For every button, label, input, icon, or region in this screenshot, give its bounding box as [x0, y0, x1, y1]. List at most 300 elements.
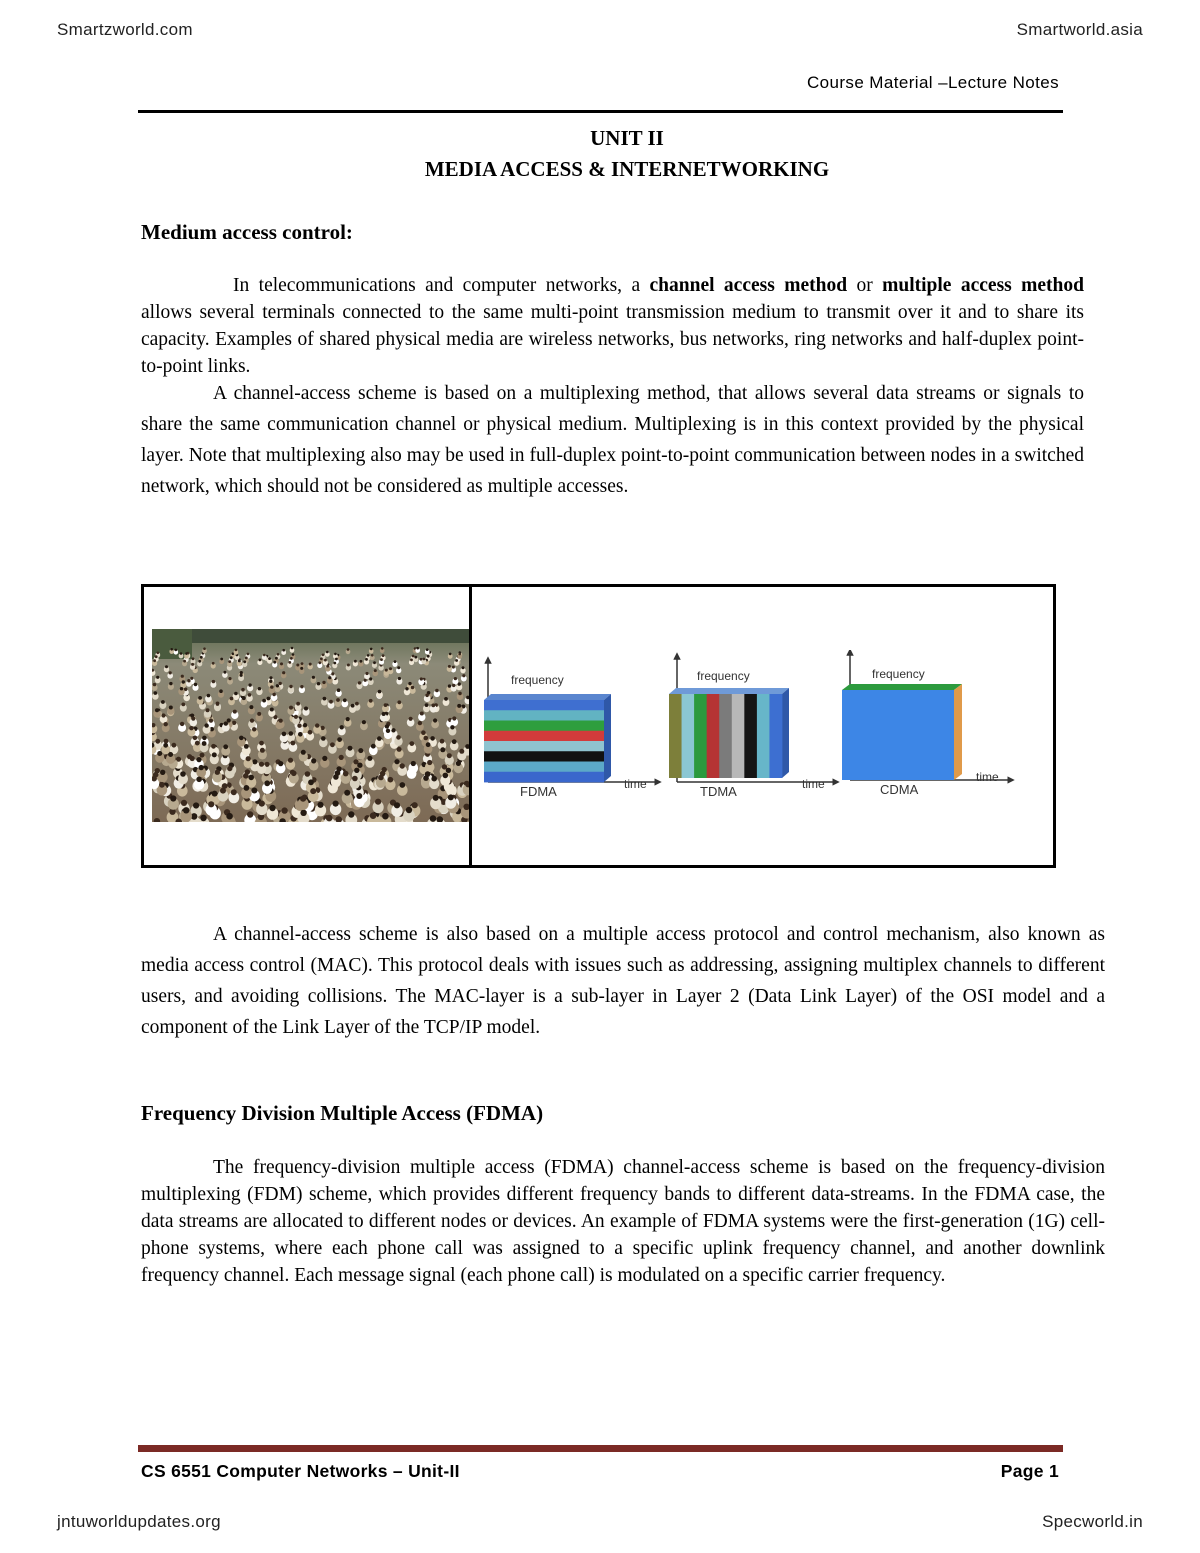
crowd-head — [423, 775, 429, 781]
crowd-head — [347, 648, 350, 651]
crowd-head — [425, 694, 429, 698]
crowd-head — [336, 698, 340, 702]
crowd-head — [444, 697, 448, 701]
crowd-head — [337, 688, 341, 692]
crowd-head — [458, 692, 462, 696]
crowd-head — [182, 680, 185, 683]
crowd-head — [400, 763, 405, 768]
tdma-label: TDMA — [700, 784, 737, 799]
crowd-head — [164, 739, 169, 744]
crowd-head — [370, 648, 373, 651]
crowd-head — [317, 682, 320, 685]
watermark-bottom-left: jntuworldupdates.org — [57, 1512, 221, 1531]
crowd-head — [220, 788, 226, 794]
paragraph-multiplexing: A channel-access scheme is based on a multiplexing method, that allows several data streams or signals to share the same communication channel or physical medium. Multiplexing is in this context provided by the physical layer. Note that multiplexing also may be used in full-duplex point-to-point communication between nodes in a switched network, which should not be considered as multiple accesses. — [141, 383, 1084, 497]
crowd-head — [183, 660, 186, 663]
crowd-head — [430, 736, 435, 741]
crowd-head — [326, 815, 333, 822]
crowd-head — [262, 699, 266, 703]
crowd-head — [343, 698, 347, 702]
crowd-head — [322, 654, 325, 657]
crowd-head — [448, 665, 451, 668]
fdma-band — [484, 762, 604, 773]
crowd-head — [198, 660, 201, 663]
crowd-head — [409, 741, 414, 746]
crowd-head — [223, 744, 228, 749]
term-multiple-access-method: multiple access method — [882, 275, 1084, 296]
cdma-time-label: time — [976, 770, 999, 784]
crowd-head — [282, 649, 285, 652]
crowd-head — [196, 777, 202, 783]
crowd-head — [206, 708, 210, 712]
crowd-head — [194, 683, 197, 686]
crowd-head — [245, 657, 248, 660]
crowd-head — [454, 677, 457, 680]
crowd-head — [223, 671, 226, 674]
crowd-head — [385, 669, 388, 672]
crowd-head — [270, 685, 273, 688]
watermark-bottom-right: Specworld.in — [1042, 1512, 1143, 1531]
crowd-head — [300, 810, 306, 816]
paragraph-text: or — [847, 275, 883, 296]
crowd-head — [397, 747, 402, 752]
crowd-head — [320, 657, 323, 660]
crowd-head — [296, 664, 299, 667]
crowd-head — [370, 812, 377, 819]
crowd-head — [230, 656, 233, 659]
unit-title: UNIT II — [590, 126, 664, 150]
crowd-head — [337, 737, 342, 742]
crowd-head — [200, 815, 207, 822]
crowd-head — [394, 802, 400, 808]
crowd-head — [279, 682, 282, 685]
crowd-head — [290, 657, 293, 660]
paragraph-text: allows several terminals connected to the same multi-point transmission medium to transmit over it and to share its capacity. Examples of shared physical media are wireless networks, bus networks, ring networks and half-duplex point-to-point links. — [141, 302, 1084, 377]
paragraph-channel-access — [141, 272, 1084, 380]
crowd-head — [411, 761, 416, 766]
crowd-head — [309, 663, 312, 666]
crowd-head — [220, 658, 223, 661]
crowd-head — [234, 692, 238, 696]
crowd-head — [377, 736, 382, 741]
paragraph-fdma: The frequency-division multiple access (FDMA) channel-access scheme is based on the frequency-division multiplexing (FDM) scheme, which provides different frequency bands to different data-streams. In the FDMA case, the data streams are allocated to different nodes or devices. An example of FDMA systems were the first-generation (1G) cell-phone systems, where each phone call was assigned to a specific uplink frequency channel, and another downlink frequency channel. Each message signal (each phone call) is modulated on a specific carrier frequency. — [141, 1157, 1105, 1286]
cdma-front-face — [842, 690, 954, 780]
crowd-head — [452, 684, 455, 687]
crowd-head — [328, 676, 331, 679]
crowd-head — [384, 703, 388, 707]
crowd-head — [216, 702, 220, 706]
cdma-diagram — [842, 652, 1011, 797]
crowd-head — [215, 770, 220, 775]
fdma-diagram — [484, 660, 658, 799]
crowd-head — [433, 795, 439, 801]
crowd-head — [352, 776, 358, 782]
crowd-head — [358, 681, 361, 684]
crowd-head — [248, 683, 251, 686]
crowd-head — [199, 765, 204, 770]
fdma-band — [484, 772, 604, 783]
crowd-head — [373, 661, 376, 664]
crowd-head — [300, 685, 303, 688]
crowd-head — [275, 657, 278, 660]
crowd-head — [380, 658, 383, 661]
crowd-head — [239, 736, 244, 741]
crowd-head — [164, 722, 168, 726]
crowd-head — [190, 756, 195, 761]
crowd-head — [224, 721, 228, 725]
tdma-slot — [669, 694, 682, 778]
crowd-head — [291, 771, 297, 777]
crowd-head — [226, 813, 233, 820]
crowd-head — [310, 788, 316, 794]
crowd-head — [202, 736, 207, 741]
crowd-head — [362, 720, 366, 724]
tdma-slot — [757, 694, 770, 778]
crowd-head — [180, 771, 186, 777]
tdma-diagram — [669, 656, 836, 799]
crowd-head — [333, 774, 339, 780]
crowd-head — [190, 677, 193, 680]
crowd-head — [181, 675, 184, 678]
crowd-head — [278, 761, 283, 766]
crowd-head — [187, 679, 190, 682]
crowd-head — [249, 705, 253, 709]
crowd-head — [246, 756, 251, 761]
crowd-head — [420, 712, 424, 716]
crowd-head — [202, 741, 207, 746]
crowd-head — [227, 766, 232, 771]
crowd-head — [161, 713, 165, 717]
crowd-head — [305, 771, 311, 777]
crowd-head — [447, 753, 452, 758]
crowd-head — [282, 671, 285, 674]
crowd-head — [298, 732, 303, 737]
crowd-head — [170, 795, 176, 801]
crowd-head — [354, 768, 359, 773]
crowd-head — [414, 656, 417, 659]
crowd-head — [408, 682, 411, 685]
crowd-head — [333, 662, 336, 665]
crowd-head — [397, 700, 401, 704]
crowd-head — [420, 677, 423, 680]
crowd-head — [388, 777, 394, 783]
crowd-head — [251, 788, 257, 794]
crowd-head — [354, 660, 357, 663]
crowd-head — [270, 708, 274, 712]
crowd-head — [351, 704, 355, 708]
crowd-head — [339, 755, 344, 760]
crowd-head — [175, 649, 178, 652]
crowd-head — [288, 661, 291, 664]
crowd-head — [369, 699, 373, 703]
tdma-slot — [694, 694, 707, 778]
crowd-head — [348, 811, 354, 817]
crowd-head — [449, 653, 452, 656]
crowd-head — [405, 687, 408, 690]
crowd-head — [326, 651, 329, 654]
crowd-head — [238, 660, 241, 663]
crowd-head — [248, 775, 254, 781]
crowd-head — [412, 802, 418, 808]
crowd-head — [375, 799, 381, 805]
crowd-head — [181, 703, 185, 707]
crowd-head — [312, 676, 315, 679]
crowd-head — [406, 807, 412, 813]
crowd-head — [301, 750, 306, 755]
crowd-head — [329, 700, 333, 704]
crowd-head — [242, 696, 246, 700]
crowd-head — [163, 743, 168, 748]
unit-subtitle: MEDIA ACCESS & INTERNETWORKING — [424, 157, 830, 181]
crowd-head — [396, 735, 401, 740]
fdma-top-face — [484, 694, 611, 700]
fdma-bands — [484, 700, 604, 782]
crowd-head — [411, 686, 414, 689]
crowd-head — [193, 736, 198, 741]
crowd-head — [155, 655, 158, 658]
course-material-header: Course Material –Lecture Notes — [806, 73, 1059, 92]
section-heading-fdma: Frequency Division Multiple Access (FDMA) — [141, 1101, 544, 1125]
cdma-label: CDMA — [880, 782, 919, 797]
crowd-head — [259, 659, 262, 662]
footer-rule — [138, 1445, 1063, 1452]
crowd-head — [426, 648, 429, 651]
section-heading-mac: Medium access control: — [141, 220, 353, 244]
crowd-head — [431, 704, 435, 708]
crowd-head — [192, 657, 195, 660]
crowd-head — [189, 726, 193, 730]
crowd-head — [324, 659, 327, 662]
crowd-head — [288, 758, 293, 763]
fdma-label: FDMA — [520, 784, 557, 799]
crowd-head — [183, 807, 189, 813]
tdma-slot — [682, 694, 695, 778]
crowd-head — [243, 660, 246, 663]
crowd-head — [365, 672, 368, 675]
crowd-head — [300, 796, 306, 802]
crowd-head — [172, 743, 177, 748]
crowd-head — [157, 652, 160, 655]
crowd-head — [323, 697, 327, 701]
crowd-head — [169, 671, 172, 674]
crowd-head — [452, 666, 455, 669]
crowd-head — [348, 746, 353, 751]
crowd-head — [156, 676, 159, 679]
crowd-head — [443, 773, 449, 779]
crowd-head — [264, 780, 270, 786]
crowd-head — [371, 654, 374, 657]
fdma-band — [484, 751, 604, 762]
crowd-head — [424, 736, 429, 741]
crowd-head — [308, 779, 314, 785]
crowd-head — [233, 710, 237, 714]
crowd-head — [421, 730, 426, 735]
crowd-head — [322, 756, 327, 761]
tdma-frequency-label: frequency — [697, 669, 750, 683]
crowd-head — [269, 680, 272, 683]
crowd-head — [212, 662, 215, 665]
crowd-head — [418, 721, 422, 725]
crowd-head — [241, 688, 245, 692]
crowd-head — [280, 662, 283, 665]
crowd-head — [346, 717, 350, 721]
crowd-head — [334, 653, 337, 656]
crowd-head — [281, 807, 287, 813]
crowd-head — [300, 667, 303, 670]
crowd-head — [409, 717, 413, 721]
crowd-head — [394, 759, 399, 764]
crowd-head — [268, 657, 271, 660]
multiple-access-diagram — [476, 650, 1046, 810]
crowd-head — [277, 653, 280, 656]
crowd-head — [294, 715, 298, 719]
crowd-head — [297, 724, 301, 728]
crowd-head — [243, 773, 249, 779]
crowd-head — [258, 687, 261, 690]
crowd-head — [394, 660, 397, 663]
crowd-head — [181, 800, 187, 806]
crowd-head — [382, 712, 386, 716]
crowd-head — [426, 742, 431, 747]
crowd-head — [440, 739, 445, 744]
cdma-top-face — [842, 684, 962, 690]
crowd-head — [198, 696, 202, 700]
crowd-head — [259, 762, 264, 767]
crowd-head — [382, 654, 385, 657]
fdma-time-label: time — [624, 777, 647, 791]
crowd-head — [347, 664, 350, 667]
fdma-frequency-label: frequency — [511, 673, 564, 687]
term-channel-access-method: channel access method — [649, 275, 848, 296]
crowd-head — [371, 744, 376, 749]
crowd-head — [410, 659, 413, 662]
figure-divider — [469, 584, 472, 868]
crowd-head — [153, 659, 156, 662]
crowd-head — [155, 739, 160, 744]
crowd-head — [289, 685, 292, 688]
crowd-head — [433, 718, 437, 722]
crowd-head — [180, 652, 183, 655]
crowd-head — [185, 652, 188, 655]
paragraph-text: In telecommunications and computer networks, a — [233, 275, 650, 296]
crowd-head — [452, 716, 456, 720]
tdma-slot — [744, 694, 757, 778]
crowd-head — [385, 724, 389, 728]
crowd-head — [330, 742, 335, 747]
crowd-head — [331, 672, 334, 675]
crowd-head — [296, 702, 300, 706]
crowd-head — [378, 775, 384, 781]
crowd-head — [455, 659, 458, 662]
tdma-slot — [732, 694, 745, 778]
crowd-head — [203, 647, 206, 650]
cdma-side-face — [954, 684, 962, 780]
crowd-head — [207, 694, 211, 698]
crowd-head — [195, 741, 200, 746]
crowd-head — [252, 727, 256, 731]
fdma-band — [484, 710, 604, 721]
crowd-head — [317, 802, 323, 808]
crowd-head — [431, 776, 437, 782]
crowd-head — [450, 725, 454, 729]
crowd-head — [412, 655, 415, 658]
crowd-head — [276, 684, 279, 687]
crowd-head — [169, 706, 173, 710]
crowd-head — [423, 658, 426, 661]
crowd-head — [458, 653, 461, 656]
crowd-head — [340, 725, 344, 729]
crowd-head — [398, 677, 401, 680]
crowd-head — [291, 647, 294, 650]
crowd-head — [231, 789, 237, 795]
crowd-head — [157, 751, 162, 756]
crowd-head — [344, 790, 350, 796]
crowd-head — [389, 667, 392, 670]
crowd-head — [161, 700, 165, 704]
crowd-head — [269, 676, 272, 679]
crowd-head — [260, 748, 265, 753]
tdma-slot — [707, 694, 720, 778]
crowd-head — [427, 655, 430, 658]
crowd-head — [263, 654, 266, 657]
crowd-photo — [152, 629, 469, 822]
crowd-head — [382, 813, 389, 820]
cdma-frequency-label: frequency — [872, 667, 925, 681]
crowd-head — [244, 744, 249, 749]
crowd-head — [154, 691, 158, 695]
tdma-top-face — [669, 688, 789, 694]
crowd-head — [289, 731, 294, 736]
crowd-head — [267, 697, 271, 701]
crowd-head — [257, 712, 261, 716]
crowd-head — [304, 707, 308, 711]
crowd-head — [308, 730, 313, 735]
crowd-head — [165, 665, 168, 668]
tdma-slot — [769, 694, 782, 778]
crowd-head — [160, 770, 165, 775]
crowd-head — [291, 741, 296, 746]
crowd-head — [191, 717, 195, 721]
crowd-head — [180, 687, 183, 690]
crowd-head — [358, 748, 363, 753]
crowd-head — [425, 703, 429, 707]
crowd-head — [301, 662, 304, 665]
crowd-head — [247, 653, 250, 656]
crowd-head — [228, 677, 231, 680]
crowd-head — [448, 794, 454, 800]
crowd-head — [169, 682, 172, 685]
crowd-head — [250, 719, 254, 723]
crowd-head — [343, 771, 349, 777]
tdma-slots — [669, 694, 782, 778]
header-rule — [138, 110, 1063, 113]
crowd-head — [311, 758, 316, 763]
crowd-head — [397, 666, 400, 669]
crowd-head — [191, 663, 194, 666]
tdma-time-label: time — [802, 777, 825, 791]
crowd-head — [462, 674, 465, 677]
crowd-head — [367, 756, 372, 761]
watermark-top-right: Smartworld.asia — [1016, 20, 1143, 39]
crowd-head — [357, 763, 362, 768]
crowd-head — [240, 674, 243, 677]
crowd-head — [235, 649, 238, 652]
crowd-head — [282, 732, 287, 737]
crowd-head — [279, 719, 283, 723]
crowd-head — [416, 647, 419, 650]
crowd-head — [269, 805, 275, 811]
crowd-head — [292, 653, 295, 656]
